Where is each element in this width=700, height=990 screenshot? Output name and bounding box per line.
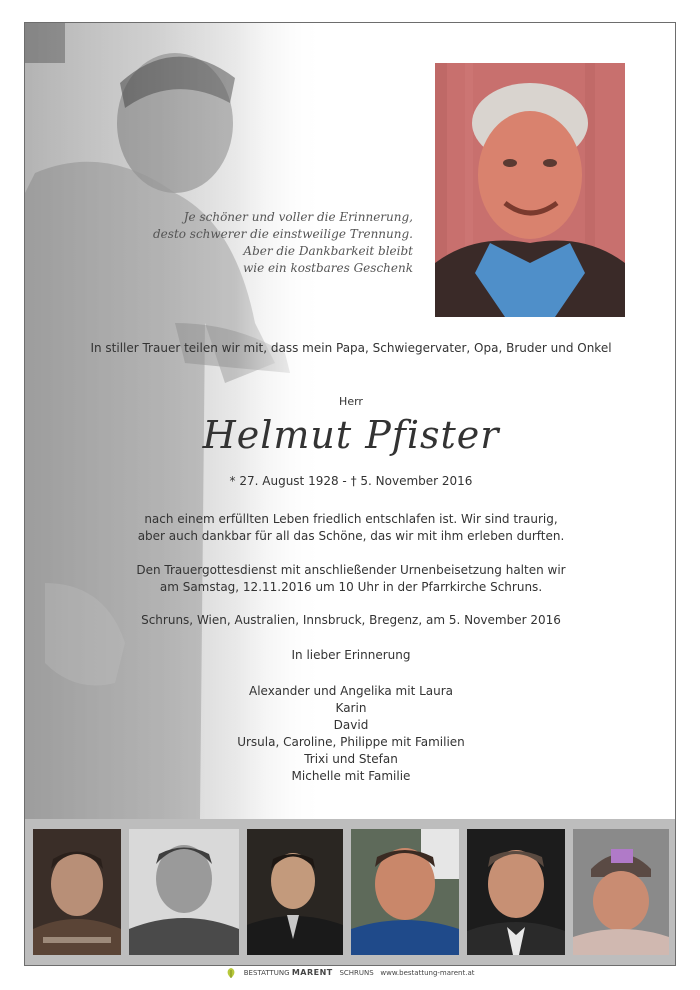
- paragraph-line: Den Trauergottesdienst mit anschließender Urnenbeisetzung halten wir: [136, 563, 566, 577]
- obituary-card: [24, 22, 676, 966]
- photo-thumbnail: [33, 829, 121, 955]
- places-date: Schruns, Wien, Australien, Innsbruck, Bregenz, am 5. November 2016: [141, 613, 561, 627]
- photo-thumbnail: [573, 829, 669, 955]
- quote-line: Je schöner und voller die Erinnerung,: [183, 210, 413, 224]
- mourner-entry: Karin: [335, 701, 367, 715]
- footer-town: SCHRUNS: [339, 969, 374, 977]
- closing-text: In lieber Erinnerung: [291, 648, 411, 662]
- portrait-photo: [435, 63, 625, 317]
- photo-thumbnail: [247, 829, 343, 955]
- memorial-quote: [93, 209, 413, 277]
- funeral-home-footer: [0, 966, 700, 986]
- photo-thumbnail: [351, 829, 459, 955]
- mourners-list: [25, 683, 676, 785]
- footer-brand: MARENT: [291, 968, 333, 977]
- quote-line: desto schwerer die einstweilige Trennung.: [153, 227, 413, 241]
- mourner-entry: David: [333, 718, 369, 732]
- photo-thumbnail: [467, 829, 565, 955]
- mourner-entry: Michelle mit Familie: [291, 769, 411, 783]
- life-dates: * 27. August 1928 - † 5. November 2016: [229, 474, 473, 488]
- paragraph-line: am Samstag, 12.11.2016 um 10 Uhr in der Pfarrkirche Schruns.: [159, 580, 543, 594]
- footer-prefix: BESTATTUNG: [243, 969, 290, 977]
- paragraph-line: aber auch dankbar für all das Schöne, das wir mit ihm erleben durften.: [137, 529, 565, 543]
- leaf-logo-icon: [225, 967, 237, 979]
- service-paragraph: [25, 562, 676, 596]
- photo-strip: [25, 819, 676, 966]
- deceased-name: Helmut Pfister: [202, 413, 500, 457]
- photo-thumbnail: [129, 829, 239, 955]
- salutation: Herr: [339, 395, 363, 408]
- intro-text: In stiller Trauer teilen wir mit, dass mein Papa, Schwiegervater, Opa, Bruder und Onkel: [90, 341, 612, 355]
- mourner-entry: Ursula, Caroline, Philippe mit Familien: [237, 735, 465, 749]
- paragraph-line: nach einem erfüllten Leben friedlich entschlafen ist. Wir sind traurig,: [144, 512, 558, 526]
- quote-line: Aber die Dankbarkeit bleibt: [243, 244, 413, 258]
- footer-website[interactable]: www.bestattung-marent.at: [380, 969, 475, 977]
- quote-line: wie ein kostbares Geschenk: [242, 261, 413, 275]
- mourner-entry: Trixi und Stefan: [304, 752, 398, 766]
- passing-paragraph: [25, 511, 676, 545]
- mourner-entry: Alexander und Angelika mit Laura: [248, 684, 454, 698]
